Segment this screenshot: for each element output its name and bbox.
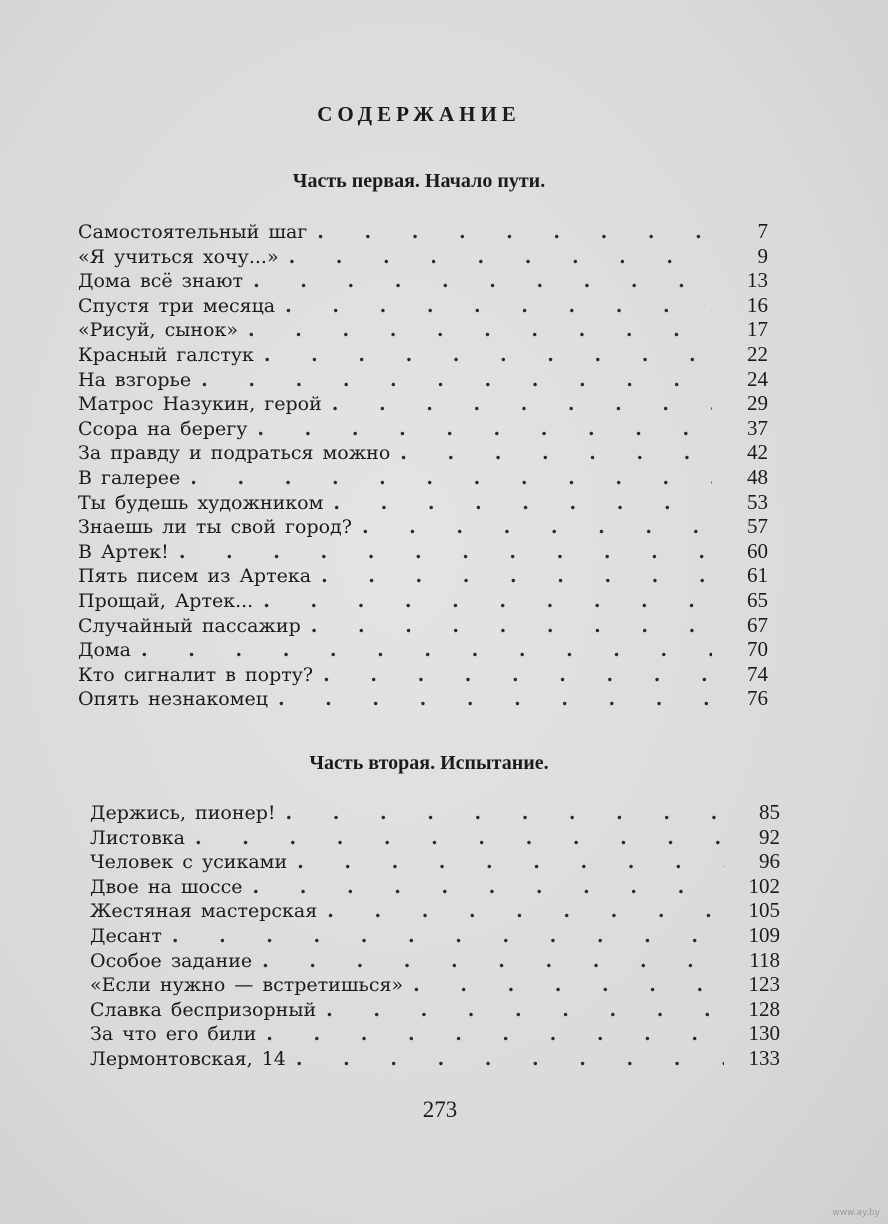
toc-entry-page: 16: [747, 292, 768, 317]
toc-entry: [78, 416, 768, 441]
dot-leader: [327, 899, 724, 924]
toc-entry-title: В Артек!: [78, 540, 169, 563]
toc-entry-title: На взгорье: [78, 368, 192, 391]
toc-entry-title: Случайный пассажир: [78, 614, 301, 637]
toc-entry-title: «Я учиться хочу...»: [78, 245, 279, 268]
toc-entry-page: 70: [747, 637, 768, 662]
toc-entry: [90, 898, 780, 923]
toc-entry: [78, 391, 768, 416]
dot-leader: [285, 294, 712, 319]
toc-entry-page: 53: [747, 489, 768, 514]
toc-entry: [90, 948, 780, 973]
toc-entry-page: 48: [747, 464, 768, 489]
toc-entry: [90, 972, 780, 997]
toc-entry-page: 128: [748, 996, 780, 1021]
toc-entry-title: Лермонтовская, 14: [90, 1047, 286, 1070]
toc-entry-title: Человек с усиками: [90, 851, 288, 874]
toc-entry-title: В галерее: [78, 466, 181, 489]
dot-leader: [248, 318, 712, 343]
toc-entry-page: 96: [759, 849, 780, 874]
toc-entry: [90, 825, 780, 850]
toc-entry: [78, 514, 768, 539]
toc-entry-title: «Если нужно — встретишься»: [90, 974, 404, 997]
toc-entry-page: 105: [748, 898, 780, 923]
dot-leader: [201, 368, 712, 393]
toc-entry-title: Жестяная мастерская: [90, 900, 318, 923]
dot-leader: [297, 850, 724, 875]
toc-entry-page: 130: [748, 1021, 780, 1046]
toc-entry-page: 17: [747, 317, 768, 342]
toc-entry: [78, 637, 768, 662]
toc-entry-page: 92: [759, 824, 780, 849]
toc-entry-page: 118: [749, 947, 780, 972]
toc-entry: [78, 440, 768, 465]
dot-leader: [278, 687, 712, 712]
toc-entry: [90, 997, 780, 1022]
toc-entry: [78, 686, 768, 711]
toc-entry-page: 60: [747, 538, 768, 563]
toc-entry-title: Десант: [90, 924, 162, 947]
toc-entry-page: 22: [747, 341, 768, 366]
toc-entry-title: Опять незнакомец: [78, 688, 268, 711]
dot-leader: [323, 663, 712, 688]
part1-toc-list: [78, 219, 768, 711]
toc-entry: [78, 244, 768, 269]
toc-entry: [90, 1046, 780, 1071]
toc-entry: [78, 588, 768, 613]
dot-leader: [262, 949, 724, 974]
toc-entry: [78, 563, 768, 588]
toc-entry-page: 109: [748, 922, 780, 947]
dot-leader: [311, 614, 712, 639]
dot-leader: [321, 564, 712, 589]
toc-entry-title: Дома: [78, 639, 131, 662]
toc-entry-title: Ты будешь художником: [78, 491, 324, 514]
toc-entry: [78, 613, 768, 638]
toc-entry-page: 24: [747, 366, 768, 391]
toc-entry-title: Матрос Назукин, герой: [78, 393, 322, 416]
toc-entry: [78, 268, 768, 293]
toc-entry: [78, 490, 768, 515]
toc-entry-page: 65: [747, 587, 768, 612]
toc-entry-page: 57: [747, 514, 768, 539]
dot-leader: [289, 245, 712, 270]
toc-entry-page: 133: [748, 1045, 780, 1070]
dot-leader: [195, 826, 724, 851]
dot-leader: [257, 417, 712, 442]
dot-leader: [332, 392, 712, 417]
dot-leader: [400, 441, 712, 466]
toc-entry-title: Пять писем из Артека: [78, 565, 312, 588]
dot-leader: [264, 343, 712, 368]
toc-entry-page: 61: [747, 563, 768, 588]
toc-entry-page: 67: [747, 612, 768, 637]
toc-entry-title: За правду и подраться можно: [78, 442, 391, 465]
toc-entry-title: За что его били: [90, 1023, 257, 1046]
toc-entry-title: Самостоятельный шаг: [78, 221, 308, 243]
toc-entry-page: 29: [747, 391, 768, 416]
dot-leader: [362, 515, 712, 540]
page-number: 273: [422, 1097, 458, 1122]
toc-entry-title: Знаешь ли ты свой город?: [78, 516, 352, 539]
toc-entry-page: 42: [747, 440, 768, 465]
toc-entry-page: 37: [747, 415, 768, 440]
toc-entry: [78, 293, 768, 318]
dot-leader: [172, 924, 724, 949]
dot-leader: [413, 973, 724, 998]
toc-entry: [78, 342, 768, 367]
toc-entry-title: Прощай, Артек...: [78, 589, 254, 612]
toc-entry-title: Ссора на берегу: [78, 417, 248, 440]
dot-leader: [179, 540, 712, 565]
dot-leader: [286, 801, 724, 826]
toc-entry: [90, 923, 780, 948]
dot-leader: [253, 269, 712, 294]
toc-entry-page: 85: [759, 800, 780, 824]
toc-entry-title: Спустя три месяца: [78, 294, 276, 317]
toc-entry-page: 76: [747, 686, 768, 711]
toc-entry-title: Славка беспризорный: [90, 998, 317, 1021]
toc-entry-title: «Рисуй, сынок»: [78, 319, 239, 342]
toc-entry: [78, 367, 768, 392]
toc-entry-page: 9: [757, 243, 768, 268]
part1-heading: Часть первая. Начало пути.: [292, 170, 546, 192]
toc-entry-page: 74: [747, 661, 768, 686]
toc-entry: [78, 317, 768, 342]
toc-entry-title: Красный галстук: [78, 343, 254, 366]
toc-entry-title: Двое на шоссе: [90, 875, 243, 898]
dot-leader: [141, 638, 712, 663]
toc-entry-title: Кто сигналит в порту?: [78, 663, 314, 686]
toc-entry: [90, 1021, 780, 1046]
toc-entry: [78, 219, 768, 244]
toc-entry-page: 123: [748, 972, 780, 997]
toc-entry: [78, 465, 768, 490]
toc-entry: [90, 800, 780, 825]
toc-entry-page: 13: [747, 268, 768, 293]
toc-entry-title: Держись, пионер!: [90, 802, 276, 824]
dot-leader: [263, 589, 712, 614]
dot-leader: [326, 998, 724, 1023]
dot-leader: [296, 1047, 724, 1072]
dot-leader: [266, 1022, 724, 1047]
part2-toc-list: [90, 800, 780, 1071]
toc-entry-title: Особое задание: [90, 949, 253, 972]
toc-entry: [78, 662, 768, 687]
toc-entry-title: Дома всё знают: [78, 270, 244, 293]
toc-entry: [90, 874, 780, 899]
toc-entry: [78, 539, 768, 564]
toc-entry-page: 7: [757, 219, 768, 243]
toc-entry: [90, 849, 780, 874]
contents-title: СОДЕРЖАНИЕ: [317, 102, 521, 126]
toc-entry-title: Листовка: [90, 826, 186, 849]
dot-leader: [190, 466, 712, 491]
dot-leader: [253, 875, 724, 900]
dot-leader: [317, 220, 712, 245]
part2-heading: Часть вторая. Испытание.: [309, 752, 549, 774]
watermark: www.ay.by: [832, 1208, 880, 1218]
dot-leader: [333, 491, 712, 516]
toc-entry-page: 102: [748, 873, 780, 898]
